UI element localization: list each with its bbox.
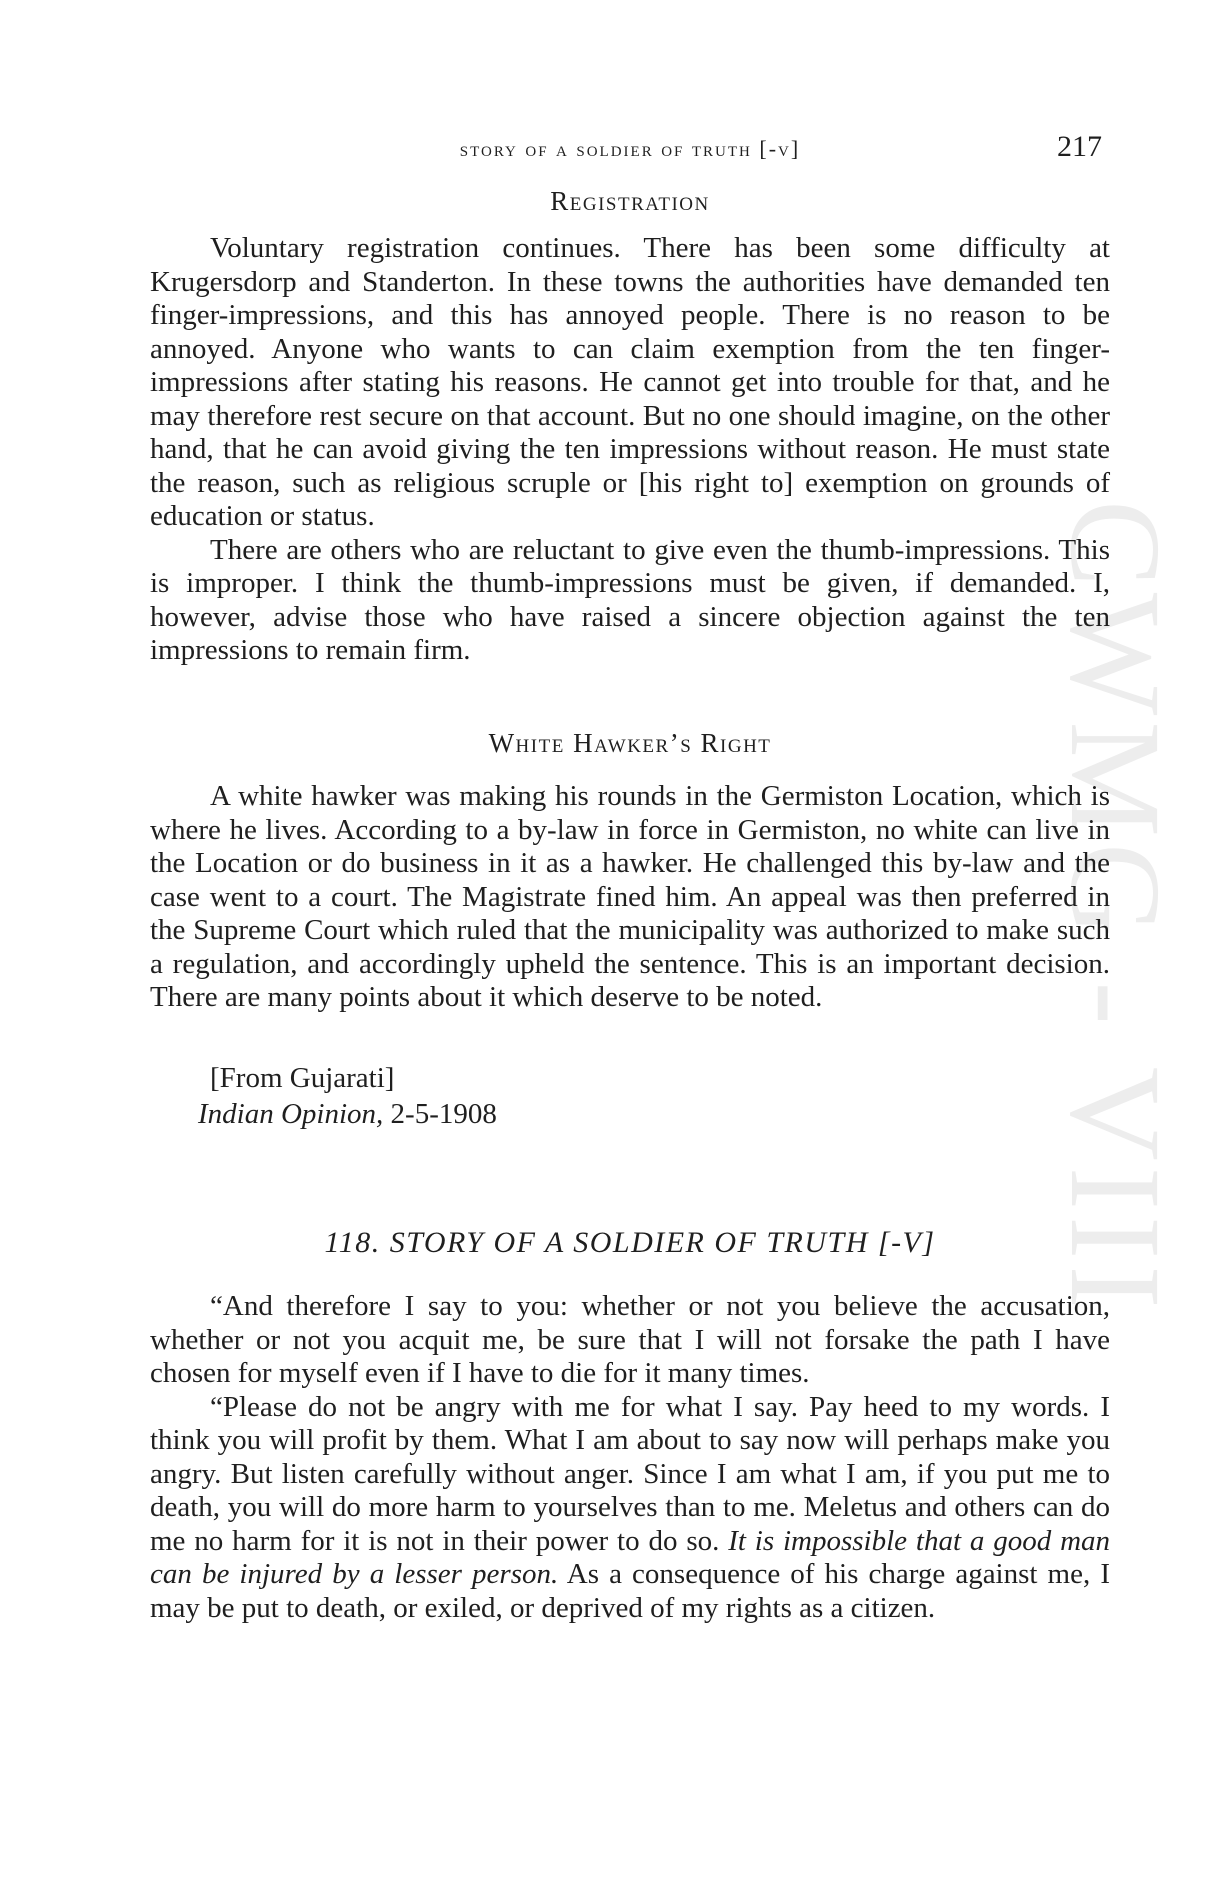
section-heading-white-hawker: White Hawker’s Right (488, 728, 772, 758)
article-title: 118. STORY OF A SOLDIER OF TRUTH [-V] (324, 1226, 936, 1259)
publication-date: 2-5-1908 (390, 1098, 497, 1130)
source-note: [From Gujarati] (210, 1062, 395, 1094)
paragraph: Voluntary registration continues. There has been some difficulty at Krugersdorp and Standerton. In these towns the authorities have demanded ten finger-impressions, and this has annoyed people. There is no reason to be annoyed. Anyone who wants to can claim exemption from the ten finger-impressions after stating his reasons. He cannot get into trouble for that, and he may therefore rest secure on that account. But no one should imagine, on the other hand, that he can avoid giving the ten impressions without reason. He must state the reason, such as religious scruple or [his right to] exemption on grounds of education or status. (150, 232, 1110, 532)
registration-body (150, 232, 1110, 668)
paragraph-text: “Please do not be angry with me for what I say. Pay heed to my words. I think you will profit by them. What I am about to say now will perhaps make you angry. But listen carefully without anger. Since I am what I am, if you put me to death, you will do more harm to yourselves than to me. Meletus and others can do me no harm for it is not in their power to do so. (150, 1390, 1110, 1557)
paragraph: “And therefore I say to you: whether or not you believe the accusation, whether or not you acquit me, be sure that I will not forsake the path I have chosen for myself even if I have to die for it many times. (150, 1290, 1110, 1389)
publication-line (198, 1096, 1110, 1132)
source-citation (150, 1060, 1110, 1132)
paragraph-text: As a consequence of his charge against me, I may be put to death, or exiled, or deprived of my rights as a citizen. (150, 1558, 1110, 1624)
article-body (150, 1290, 1110, 1625)
paragraph: A white hawker was making his rounds in the Germiston Location, which is where he lives. According to a by-law in force in Germiston, no white can live in the Location or do business in it as a hawker. He challenged this by-law and the case went to a court. The Magistrate fined him. An appeal was then preferred in the Supreme Court which ruled that the municipality was authorized to make such a regulation, and accordingly upheld the sentence. This is an important decision. There are many points about it which deserve to be noted. (150, 780, 1110, 1013)
paragraph: There are others who are reluctant to give even the thumb-impressions. This is improper. I think the thumb-impressions must be given, if demanded. I, however, advise those who have raised a sincere objection against the ten impressions to remain firm. (150, 533, 1110, 666)
section-white-hawker (150, 728, 1110, 759)
paragraph (150, 1391, 1110, 1626)
section-heading-registration: Registration (550, 186, 710, 216)
page-number: 217 (1057, 130, 1102, 163)
watermark-text: CWMG - VIII (1043, 500, 1187, 1315)
publication-name: Indian Opinion, (198, 1098, 384, 1130)
white-hawker-body (150, 780, 1110, 1015)
italic-emphasis: It is impossible that a good man can be injured by a lesser person. (150, 1524, 1111, 1590)
article-title-block (150, 1226, 1110, 1260)
section-registration (150, 186, 1110, 217)
page-header (150, 130, 1110, 170)
running-title: story of a soldier of truth [-v] (459, 136, 801, 161)
